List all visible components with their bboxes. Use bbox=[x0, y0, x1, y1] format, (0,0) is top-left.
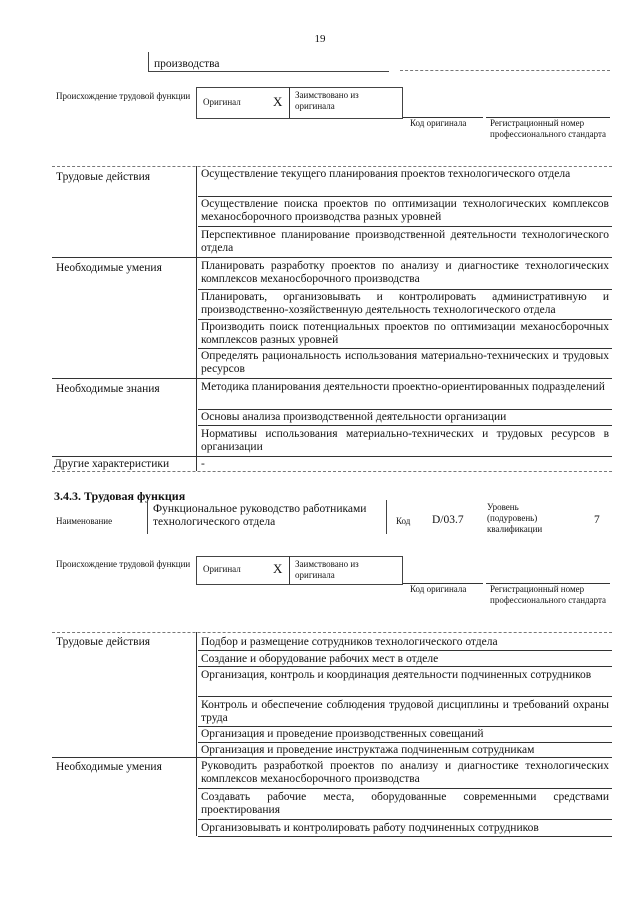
list-item: Осуществление текущего планирования проектов технологического отдела bbox=[201, 168, 571, 180]
divider bbox=[52, 471, 612, 472]
knowledge-label: Необходимые знания bbox=[56, 383, 160, 395]
borrowed-label: Заимствовано из оригинала bbox=[295, 559, 359, 580]
code-original-label: Код оригинала bbox=[410, 584, 467, 594]
function-code: D/03.7 bbox=[432, 514, 464, 526]
top-fragment: производства bbox=[154, 58, 220, 70]
list-item: Методика планирования деятельности проектно-ориентированных подразделений bbox=[201, 381, 605, 393]
list-item: Организация, контроль и координация деятельности подчиненных сотрудников bbox=[201, 669, 592, 681]
divider bbox=[52, 166, 612, 167]
code-label: Код bbox=[396, 516, 411, 526]
original-label: Оригинал bbox=[203, 97, 241, 107]
list-item: Планировать разработку проектов по анализу и диагностике технологических комплексов механосборочного производства bbox=[201, 260, 609, 285]
skills-label: Необходимые умения bbox=[56, 262, 162, 274]
list-item: Контроль и обеспечение соблюдения трудовой дисциплины и требований охраны труда bbox=[201, 699, 609, 724]
divider bbox=[198, 650, 612, 651]
origin-label: Происхождение трудовой функции bbox=[56, 91, 191, 101]
divider bbox=[198, 819, 612, 820]
list-item: Организовывать и контролировать работу подчиненных сотрудников bbox=[201, 822, 539, 834]
name-label: Наименование bbox=[56, 516, 113, 526]
original-mark: X bbox=[273, 561, 283, 576]
actions-label: Трудовые действия bbox=[56, 636, 151, 648]
list-item: Организация и проведение инструктажа подчиненным сотрудникам bbox=[201, 744, 535, 756]
level-label: Уровень (подуровень) квалификации bbox=[487, 502, 543, 534]
list-item: Создавать рабочие места, оборудованные современными средствами проектирования bbox=[201, 791, 609, 816]
table-divider bbox=[196, 166, 197, 471]
divider bbox=[52, 632, 612, 633]
divider bbox=[289, 87, 290, 118]
reg-number-label: Регистрационный номер профессионального стандарта bbox=[490, 118, 607, 139]
divider bbox=[198, 836, 612, 837]
list-item: Перспективное планирование производственной деятельности технологического отдела bbox=[201, 229, 609, 254]
reg-number-label: Регистрационный номер профессионального стандарта bbox=[490, 584, 607, 605]
list-item: Производить поиск потенциальных проектов по оптимизации механосборочных комплексов разных уровней bbox=[201, 321, 609, 346]
divider bbox=[52, 757, 612, 758]
list-item: Руководить разработкой проектов по анализу и диагностике технологических комплексов механосборочного производства bbox=[201, 760, 609, 785]
divider bbox=[198, 409, 612, 410]
list-item: Основы анализа производственной деятельности организации bbox=[201, 411, 507, 423]
divider bbox=[198, 726, 612, 727]
function-level: 7 bbox=[594, 514, 600, 526]
section-heading: 3.4.3. Трудовая функция bbox=[54, 489, 186, 503]
original-mark: X bbox=[273, 94, 283, 109]
divider bbox=[198, 226, 612, 227]
origin-label: Происхождение трудовой функции bbox=[56, 559, 191, 569]
divider bbox=[52, 456, 612, 457]
skills-label: Необходимые умения bbox=[56, 761, 162, 773]
divider bbox=[198, 788, 612, 789]
borrowed-label: Заимствовано из оригинала bbox=[295, 90, 359, 111]
other-label: Другие характеристики bbox=[54, 458, 170, 470]
list-item: Создание и оборудование рабочих мест в отделе bbox=[201, 653, 439, 665]
divider bbox=[289, 556, 290, 584]
divider bbox=[400, 70, 610, 71]
divider bbox=[198, 696, 612, 697]
function-name: Функциональное руководство работниками технологического отдела bbox=[153, 503, 367, 528]
list-item: Организация и проведение производственных совещаний bbox=[201, 728, 484, 740]
original-label: Оригинал bbox=[203, 564, 241, 574]
page-number: 19 bbox=[314, 33, 326, 45]
divider bbox=[198, 425, 612, 426]
divider bbox=[52, 378, 612, 379]
divider bbox=[198, 196, 612, 197]
divider bbox=[198, 666, 612, 667]
list-item: Подбор и размещение сотрудников технологического отдела bbox=[201, 636, 498, 648]
table-divider bbox=[196, 632, 197, 836]
code-original-label: Код оригинала bbox=[410, 118, 467, 128]
actions-label: Трудовые действия bbox=[56, 171, 151, 183]
divider bbox=[198, 319, 612, 320]
list-item: Планировать, организовывать и контролировать административную и производственно-хозяйственную деятельность технологического отдела bbox=[201, 291, 609, 316]
list-item: Определять рациональность использования материально-технических и трудовых ресурсов bbox=[201, 350, 609, 375]
divider bbox=[198, 289, 612, 290]
divider bbox=[198, 742, 612, 743]
divider bbox=[198, 348, 612, 349]
other-value: - bbox=[201, 458, 205, 470]
divider bbox=[52, 257, 612, 258]
list-item: Нормативы использования материально-технических и трудовых ресурсов в организации bbox=[201, 428, 609, 453]
list-item: Осуществление поиска проектов по оптимизации технологических комплексов механосборочного производства разных уровней bbox=[201, 198, 609, 223]
